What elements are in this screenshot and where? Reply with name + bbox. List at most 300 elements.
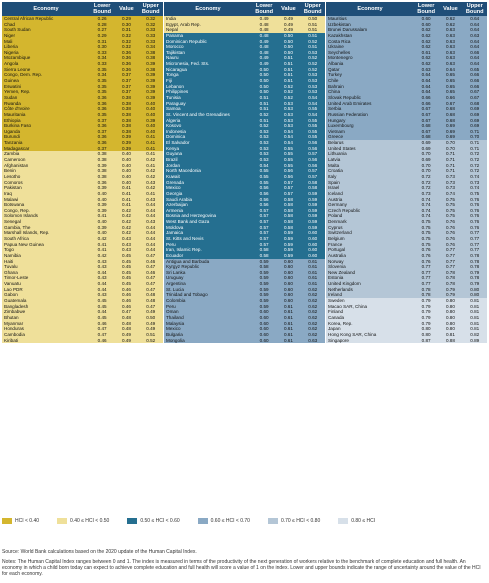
upper-bound: 0.49 (146, 320, 156, 326)
legend-swatch (57, 518, 67, 524)
economy-name: Vietnam (328, 128, 345, 134)
upper-bound: 0.81 (470, 326, 480, 332)
lower-bound: 0.72 (421, 185, 431, 191)
hci-value: 0.58 (283, 224, 293, 230)
lower-bound: 0.34 (97, 72, 107, 78)
upper-bound: 0.44 (146, 202, 156, 208)
economy-name: Belgium (328, 235, 345, 241)
lower-bound: 0.67 (421, 111, 431, 117)
upper-bound: 0.40 (146, 100, 156, 106)
upper-bound: 0.57 (308, 168, 318, 174)
economy-name: Moldova (166, 224, 184, 230)
economy-name: Greece (328, 134, 344, 140)
upper-bound: 0.51 (308, 21, 318, 27)
column-header: Value (119, 6, 134, 12)
lower-bound: 0.28 (97, 21, 107, 27)
upper-bound: 0.62 (308, 320, 318, 326)
upper-bound: 0.62 (308, 303, 318, 309)
upper-bound: 0.63 (308, 337, 318, 343)
hci-value: 0.37 (121, 72, 131, 78)
lower-bound: 0.55 (259, 173, 269, 179)
economy-name: Hungary (328, 117, 346, 123)
upper-bound: 0.59 (308, 207, 318, 213)
economy-name: Gambia, The (4, 224, 31, 230)
economy-name: India (166, 16, 176, 21)
lower-bound: 0.38 (97, 157, 107, 163)
economy-name: Honduras (4, 326, 24, 332)
lower-bound: 0.70 (421, 168, 431, 174)
economy-name: Madagascar (4, 145, 30, 151)
economy-name: Congo, Dem. Rep. (4, 72, 43, 78)
hci-value: 0.49 (283, 27, 293, 33)
economy-name: Bulgaria (166, 331, 183, 337)
hci-value: 0.71 (445, 162, 455, 168)
upper-bound: 0.80 (470, 292, 480, 298)
hci-value: 0.30 (121, 21, 131, 27)
column-header: Upper Bound (303, 3, 322, 15)
lower-bound: 0.79 (421, 314, 431, 320)
hci-value: 0.59 (283, 241, 293, 247)
upper-bound: 0.43 (146, 196, 156, 202)
lower-bound: 0.42 (97, 235, 107, 241)
economy-name: Senegal (4, 219, 21, 225)
lower-bound: 0.57 (259, 207, 269, 213)
economy-name: Qatar (328, 66, 340, 72)
upper-bound: 0.46 (146, 269, 156, 275)
lower-bound: 0.78 (421, 286, 431, 292)
hci-value: 0.37 (121, 78, 131, 84)
lower-bound: 0.67 (421, 106, 431, 112)
economy-name: Kosovo (166, 123, 182, 129)
lower-bound: 0.51 (259, 117, 269, 123)
hci-value: 0.43 (121, 235, 131, 241)
economy-name: West Bank and Gaza (166, 219, 210, 225)
upper-bound: 0.79 (470, 281, 480, 287)
lower-bound: 0.75 (421, 219, 431, 225)
hci-value: 0.57 (283, 179, 293, 185)
economy-name: Ukraine (328, 44, 344, 50)
lower-bound: 0.68 (421, 123, 431, 129)
hci-value: 0.52 (283, 94, 293, 100)
economy-name: Côte d'Ivoire (4, 106, 30, 112)
lower-bound: 0.53 (259, 157, 269, 163)
hci-value: 0.59 (283, 230, 293, 236)
lower-bound: 0.59 (259, 303, 269, 309)
economy-name: Thailand (166, 314, 184, 320)
economy-name: Gabon (4, 292, 18, 298)
legend-swatch (198, 518, 208, 524)
hci-value: 0.73 (445, 185, 455, 191)
lower-bound: 0.54 (259, 162, 269, 168)
hci-value: 0.39 (121, 140, 131, 146)
hci-value: 0.40 (121, 173, 131, 179)
hci-value: 0.46 (121, 292, 131, 298)
upper-bound: 0.66 (470, 83, 480, 89)
lower-bound: 0.70 (421, 162, 431, 168)
table-row (164, 338, 325, 344)
upper-bound: 0.66 (470, 49, 480, 55)
economy-name: Tunisia (166, 94, 181, 100)
economy-name: Nigeria (4, 49, 19, 55)
hci-value: 0.60 (283, 275, 293, 281)
lower-bound: 0.36 (97, 94, 107, 100)
upper-bound: 0.70 (470, 134, 480, 140)
upper-bound: 0.67 (470, 89, 480, 95)
upper-bound: 0.76 (470, 224, 480, 230)
hci-value: 0.54 (283, 128, 293, 134)
hci-value: 0.45 (121, 275, 131, 281)
legend-item (198, 518, 250, 524)
legend-swatch (268, 518, 278, 524)
legend-swatch (338, 518, 348, 524)
lower-bound: 0.66 (421, 100, 431, 106)
hci-value: 0.48 (121, 326, 131, 332)
upper-bound: 0.57 (308, 173, 318, 179)
lower-bound: 0.49 (259, 55, 269, 61)
hci-value: 0.59 (283, 247, 293, 253)
upper-bound: 0.55 (308, 128, 318, 134)
notes-text: Notes: The Human Capital Index ranges between 0 and 1. The index is measured in terms of the productivity of the next generation of workers relative to the benchmark of complete education and full health. An economy in which a child born today can expect to achieve complete education and full health will score a value of 1 on the index. Lower and upper bounds indicate the range of uncertainty around the value of the HCI for each economy. (2, 559, 481, 577)
upper-bound: 0.62 (308, 331, 318, 337)
lower-bound: 0.75 (421, 230, 431, 236)
lower-bound: 0.74 (421, 207, 431, 213)
economy-name: Turkey (328, 72, 342, 78)
upper-bound: 0.59 (308, 202, 318, 208)
hci-value: 0.53 (283, 117, 293, 123)
upper-bound: 0.55 (308, 117, 318, 123)
upper-bound: 0.40 (146, 111, 156, 117)
economy-name: Eswatini (4, 83, 22, 89)
hci-value: 0.60 (283, 292, 293, 298)
hci-value: 0.80 (445, 309, 455, 315)
upper-bound: 0.42 (146, 157, 156, 163)
upper-bound: 0.75 (470, 190, 480, 196)
lower-bound: 0.80 (421, 326, 431, 332)
legend-item (268, 518, 320, 524)
hci-value: 0.73 (445, 173, 455, 179)
upper-bound: 0.69 (470, 123, 480, 129)
lower-bound: 0.48 (259, 49, 269, 55)
hci-value: 0.73 (445, 179, 455, 185)
upper-bound: 0.72 (470, 157, 480, 163)
lower-bound: 0.38 (97, 168, 107, 174)
upper-bound: 0.81 (470, 303, 480, 309)
lower-bound: 0.36 (97, 123, 107, 129)
lower-bound: 0.43 (97, 275, 107, 281)
hci-value: 0.79 (445, 286, 455, 292)
lower-bound: 0.62 (421, 55, 431, 61)
lower-bound: 0.57 (259, 219, 269, 225)
economy-name: Armenia (166, 207, 184, 213)
upper-bound: 0.78 (470, 252, 480, 258)
economy-name: Namibia (4, 252, 21, 258)
legend-item (57, 518, 109, 524)
hci-value: 0.49 (283, 16, 293, 21)
economy-name: Dominican Republic (166, 38, 207, 44)
hci-value: 0.42 (121, 207, 131, 213)
hci-value: 0.45 (121, 264, 131, 270)
hci-value: 0.60 (283, 286, 293, 292)
lower-bound: 0.57 (259, 235, 269, 241)
economy-name: Argentina (166, 281, 186, 287)
upper-bound: 0.43 (146, 179, 156, 185)
upper-bound: 0.56 (308, 157, 318, 163)
economy-name: Costa Rica (328, 38, 351, 44)
upper-bound: 0.51 (308, 27, 318, 33)
lower-bound: 0.77 (421, 264, 431, 270)
upper-bound: 0.41 (146, 162, 156, 168)
hci-value: 0.61 (283, 320, 293, 326)
upper-bound: 0.81 (470, 298, 480, 304)
economy-name: Kenya (166, 145, 180, 151)
economy-name: Liberia (4, 44, 18, 50)
economy-name: Ecuador (166, 252, 184, 258)
upper-bound: 0.49 (146, 326, 156, 332)
hci-value: 0.60 (283, 298, 293, 304)
lower-bound: 0.52 (259, 111, 269, 117)
hci-value: 0.63 (445, 32, 455, 38)
lower-bound: 0.51 (259, 100, 269, 106)
economy-name: Sweden (328, 298, 345, 304)
hci-value: 0.62 (445, 16, 455, 21)
hci-value: 0.40 (121, 168, 131, 174)
lower-bound: 0.87 (421, 337, 431, 343)
lower-bound: 0.79 (421, 309, 431, 315)
lower-bound: 0.56 (259, 196, 269, 202)
lower-bound: 0.64 (421, 83, 431, 89)
hci-value: 0.63 (445, 61, 455, 67)
upper-bound: 0.77 (470, 230, 480, 236)
economy-name: Mozambique (4, 55, 31, 61)
lower-bound: 0.35 (97, 111, 107, 117)
upper-bound: 0.64 (470, 38, 480, 44)
upper-bound: 0.54 (308, 100, 318, 106)
economy-name: Comoros (4, 179, 23, 185)
upper-bound: 0.44 (146, 224, 156, 230)
economy-name: United Kingdom (328, 281, 361, 287)
hci-value: 0.53 (283, 111, 293, 117)
upper-bound: 0.44 (146, 241, 156, 247)
hci-value: 0.50 (283, 32, 293, 38)
hci-value: 0.55 (283, 162, 293, 168)
upper-bound: 0.39 (146, 117, 156, 123)
hci-value: 0.40 (121, 151, 131, 157)
upper-bound: 0.60 (308, 252, 318, 258)
upper-bound: 0.33 (146, 32, 156, 38)
upper-bound: 0.68 (470, 100, 480, 106)
hci-value: 0.80 (445, 298, 455, 304)
lower-bound: 0.77 (421, 269, 431, 275)
lower-bound: 0.30 (97, 44, 107, 50)
hci-value: 0.71 (445, 168, 455, 174)
economy-name: Brunei Darussalam (328, 27, 368, 33)
upper-bound: 0.44 (146, 207, 156, 213)
economy-name: Kiribati (4, 337, 19, 343)
upper-bound: 0.54 (308, 111, 318, 117)
lower-bound: 0.80 (421, 331, 431, 337)
upper-bound: 0.42 (146, 168, 156, 174)
upper-bound: 0.41 (146, 190, 156, 196)
upper-bound: 0.71 (470, 128, 480, 134)
economy-name: Afghanistan (4, 162, 29, 168)
upper-bound: 0.41 (146, 145, 156, 151)
economy-name: Bahrain (328, 83, 344, 89)
economy-name: Portugal (328, 247, 346, 253)
hci-value: 0.80 (445, 303, 455, 309)
economy-name: Ethiopia (4, 117, 21, 123)
economy-name: Haiti (4, 258, 14, 264)
upper-bound: 0.53 (308, 78, 318, 84)
economy-name: Cyprus (328, 224, 343, 230)
lower-bound: 0.49 (259, 38, 269, 44)
column-header: Lower Bound (255, 3, 273, 15)
economy-name: Marshall Islands, Rep. (4, 230, 50, 236)
economy-name: Luxembourg (328, 123, 354, 129)
lower-bound: 0.62 (421, 61, 431, 67)
hci-value: 0.70 (445, 140, 455, 146)
economy-name: Finland (328, 309, 344, 315)
lower-bound: 0.59 (259, 286, 269, 292)
upper-bound: 0.52 (308, 66, 318, 72)
lower-bound: 0.47 (97, 326, 107, 332)
economy-name: St. Vincent and the Grenadines (166, 111, 230, 117)
lower-bound: 0.48 (259, 21, 269, 27)
economy-name: Rwanda (4, 100, 21, 106)
economy-name: Nauru (166, 55, 179, 61)
economy-name: Macao SAR, China (328, 303, 368, 309)
economy-name: Guatemala (4, 298, 27, 304)
lower-bound: 0.62 (421, 38, 431, 44)
hci-value: 0.50 (283, 38, 293, 44)
economy-name: Peru (166, 241, 176, 247)
upper-bound: 0.38 (146, 66, 156, 72)
economy-name: Malta (328, 162, 340, 168)
lower-bound: 0.56 (259, 202, 269, 208)
upper-bound: 0.71 (470, 140, 480, 146)
economy-name: Seychelles (328, 49, 351, 55)
economy-name: Slovenia (328, 264, 346, 270)
hci-value: 0.32 (121, 38, 131, 44)
hci-value: 0.60 (283, 258, 293, 264)
economy-name: Burundi (4, 134, 20, 140)
economy-name: Sri Lanka (166, 269, 186, 275)
economy-name: New Zealand (328, 269, 356, 275)
hci-value: 0.50 (283, 44, 293, 50)
economy-name: Australia (328, 252, 346, 258)
upper-bound: 0.57 (308, 151, 318, 157)
lower-bound: 0.52 (259, 123, 269, 129)
upper-bound: 0.60 (308, 241, 318, 247)
upper-bound: 0.52 (146, 337, 156, 343)
lower-bound: 0.40 (97, 219, 107, 225)
upper-bound: 0.47 (146, 281, 156, 287)
column-header: Upper Bound (141, 3, 160, 15)
hci-value: 0.37 (121, 83, 131, 89)
economy-name: Colombia (166, 298, 186, 304)
upper-bound: 0.76 (470, 202, 480, 208)
hci-value: 0.69 (445, 123, 455, 129)
hci-value: 0.55 (283, 151, 293, 157)
upper-bound: 0.62 (308, 309, 318, 315)
economy-name: St. Lucia (166, 286, 184, 292)
economy-name: Canada (328, 314, 345, 320)
upper-bound: 0.60 (308, 235, 318, 241)
legend-label: 0.60 ≤ HCI < 0.70 (210, 518, 250, 524)
hci-value: 0.56 (283, 168, 293, 174)
upper-bound: 0.53 (308, 83, 318, 89)
hci-value: 0.55 (283, 157, 293, 163)
lower-bound: 0.66 (421, 94, 431, 100)
hci-value: 0.77 (445, 247, 455, 253)
lower-bound: 0.77 (421, 275, 431, 281)
upper-bound: 0.77 (470, 235, 480, 241)
lower-bound: 0.48 (259, 27, 269, 33)
upper-bound: 0.44 (146, 247, 156, 253)
hci-value: 0.45 (121, 269, 131, 275)
economy-name: Switzerland (328, 230, 352, 236)
hci-value: 0.76 (445, 230, 455, 236)
hci-value: 0.75 (445, 207, 455, 213)
upper-bound: 0.78 (470, 275, 480, 281)
table-row (326, 338, 487, 344)
lower-bound: 0.45 (97, 314, 107, 320)
lower-bound: 0.44 (97, 269, 107, 275)
hci-value: 0.58 (283, 219, 293, 225)
upper-bound: 0.40 (146, 123, 156, 129)
economy-name: Ireland (328, 292, 343, 298)
lower-bound: 0.60 (259, 320, 269, 326)
lower-bound: 0.46 (97, 320, 107, 326)
hci-value: 0.49 (121, 331, 131, 337)
legend-label: 0.70 ≤ HCI < 0.80 (280, 518, 321, 524)
economy-name: Zimbabwe (4, 309, 26, 315)
lower-bound: 0.60 (421, 16, 431, 21)
economy-name: Dominica (166, 134, 186, 140)
economy-name: Micronesia, Fed. Sts. (166, 61, 210, 67)
upper-bound: 0.33 (146, 27, 156, 33)
upper-bound: 0.42 (146, 173, 156, 179)
economy-name: Nicaragua (166, 66, 187, 72)
economy-name: Oman (166, 309, 179, 315)
column-header: Economy (195, 6, 221, 12)
hci-value: 0.38 (121, 100, 131, 106)
upper-bound: 0.51 (146, 331, 156, 337)
column-header: Economy (33, 6, 59, 12)
hci-value: 0.57 (283, 185, 293, 191)
economy-name: Uzbekistan (328, 21, 351, 27)
legend (2, 516, 487, 526)
economy-name: Samoa (166, 106, 181, 112)
lower-bound: 0.50 (259, 72, 269, 78)
economy-name: Tajikistan (166, 49, 185, 55)
lower-bound: 0.48 (259, 32, 269, 38)
lower-bound: 0.53 (259, 128, 269, 134)
hci-value: 0.61 (283, 309, 293, 315)
economy-name: Brazil (166, 157, 178, 163)
upper-bound: 0.39 (146, 83, 156, 89)
hci-value: 0.75 (445, 213, 455, 219)
lower-bound: 0.75 (421, 235, 431, 241)
upper-bound: 0.40 (146, 106, 156, 112)
economy-name: Cambodia (4, 331, 25, 337)
lower-bound: 0.69 (421, 145, 431, 151)
hci-value: 0.88 (445, 337, 455, 343)
upper-bound: 0.81 (470, 314, 480, 320)
hci-value: 0.39 (121, 134, 131, 140)
hci-value: 0.78 (445, 269, 455, 275)
hci-value: 0.60 (283, 281, 293, 287)
hci-value: 0.42 (121, 224, 131, 230)
